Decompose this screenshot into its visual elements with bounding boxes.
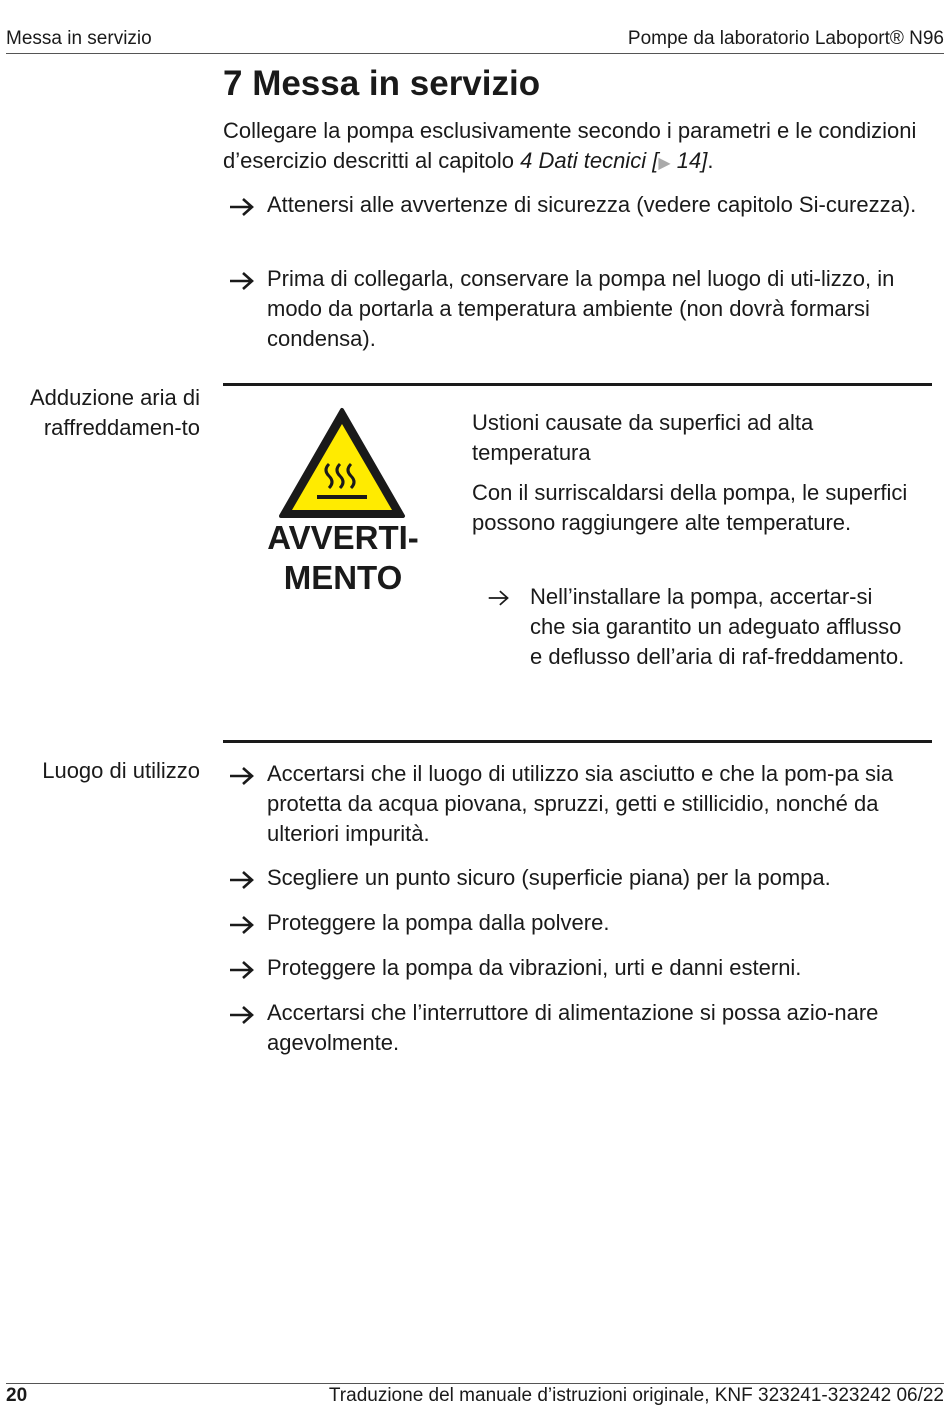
footer-document-info: Traduzione del manuale d’istruzioni originale, KNF 323241-323242 06/22 [328, 1385, 944, 1406]
list-item [228, 264, 928, 354]
list-item [228, 863, 928, 893]
section-divider [223, 740, 932, 743]
header-divider [6, 53, 944, 54]
chapter-reference-text: 4 Dati tecnici [ [520, 148, 659, 173]
running-header-product: Pompe da laboratorio Laboport® N96 [627, 28, 944, 49]
list-item [228, 908, 928, 938]
bullet-text: Prima di collegarla, conservare la pompa nel luogo di uti-lizzo, in modo da portarla a temperatura ambiente (non dovrà formarsi condensa). [267, 266, 895, 351]
side-label-cooling: Adduzione aria di raffreddamen-to [29, 385, 200, 440]
arrow-right-icon [228, 870, 256, 890]
intro-paragraph [223, 116, 923, 179]
signal-word: AVVERTI-MENTO [267, 519, 419, 596]
chapter-reference-page: 14] [670, 148, 708, 173]
bullet-text: Proteggere la pompa dalla polvere. [267, 910, 610, 935]
bullet-text: Proteggere la pompa da vibrazioni, urti e danni esterni. [267, 955, 802, 980]
page-ref-arrow-icon: ▶ [658, 155, 671, 172]
arrow-right-icon [228, 915, 256, 935]
bullet-text: Scegliere un punto sicuro (superficie piana) per la pompa. [267, 865, 831, 890]
arrow-right-icon [487, 589, 511, 607]
warning-action [487, 582, 907, 672]
section-divider [223, 383, 932, 386]
page-number: 20 [6, 1385, 28, 1406]
chapter-title: 7 Messa in servizio [223, 64, 541, 103]
list-item [228, 190, 928, 220]
arrow-right-icon [228, 960, 256, 980]
list-item [228, 953, 928, 983]
intro-text: Collegare la pompa esclusivamente secondo i parametri e le condizioni d’esercizio descritti al capitolo [223, 118, 917, 173]
list-item [228, 998, 928, 1058]
arrow-right-icon [228, 197, 256, 217]
bullet-text: Accertarsi che l’interruttore di alimentazione si possa azio-nare agevolmente. [267, 1000, 879, 1055]
intro-end: . [707, 148, 714, 173]
warning-action-text: Nell’installare la pompa, accertar-si che sia garantito un adeguato afflusso e deflusso dell’aria di raf-freddamento. [530, 584, 905, 669]
bullet-text: Attenersi alle avvertenze di sicurezza (vedere capitolo Si-curezza). [267, 192, 917, 217]
arrow-right-icon [228, 1005, 256, 1025]
bullet-text: Accertarsi che il luogo di utilizzo sia asciutto e che la pom-pa sia protetta da acqua piovana, spruzzi, getti e stillicidio, nonché da ulteriori impurità. [267, 761, 894, 846]
side-label-location: Luogo di utilizzo [42, 758, 200, 783]
list-item [228, 759, 928, 849]
hot-surface-warning-icon [277, 406, 407, 520]
running-header-chapter: Messa in servizio [6, 28, 152, 49]
footer-divider [6, 1383, 944, 1384]
arrow-right-icon [228, 766, 256, 786]
warning-body: Con il surriscaldarsi della pompa, le superfici possono raggiungere alte temperature. [472, 480, 908, 535]
arrow-right-icon [228, 271, 256, 291]
chapter-reference-link[interactable] [520, 148, 707, 173]
warning-heading: Ustioni causate da superfici ad alta temperatura [472, 410, 814, 465]
